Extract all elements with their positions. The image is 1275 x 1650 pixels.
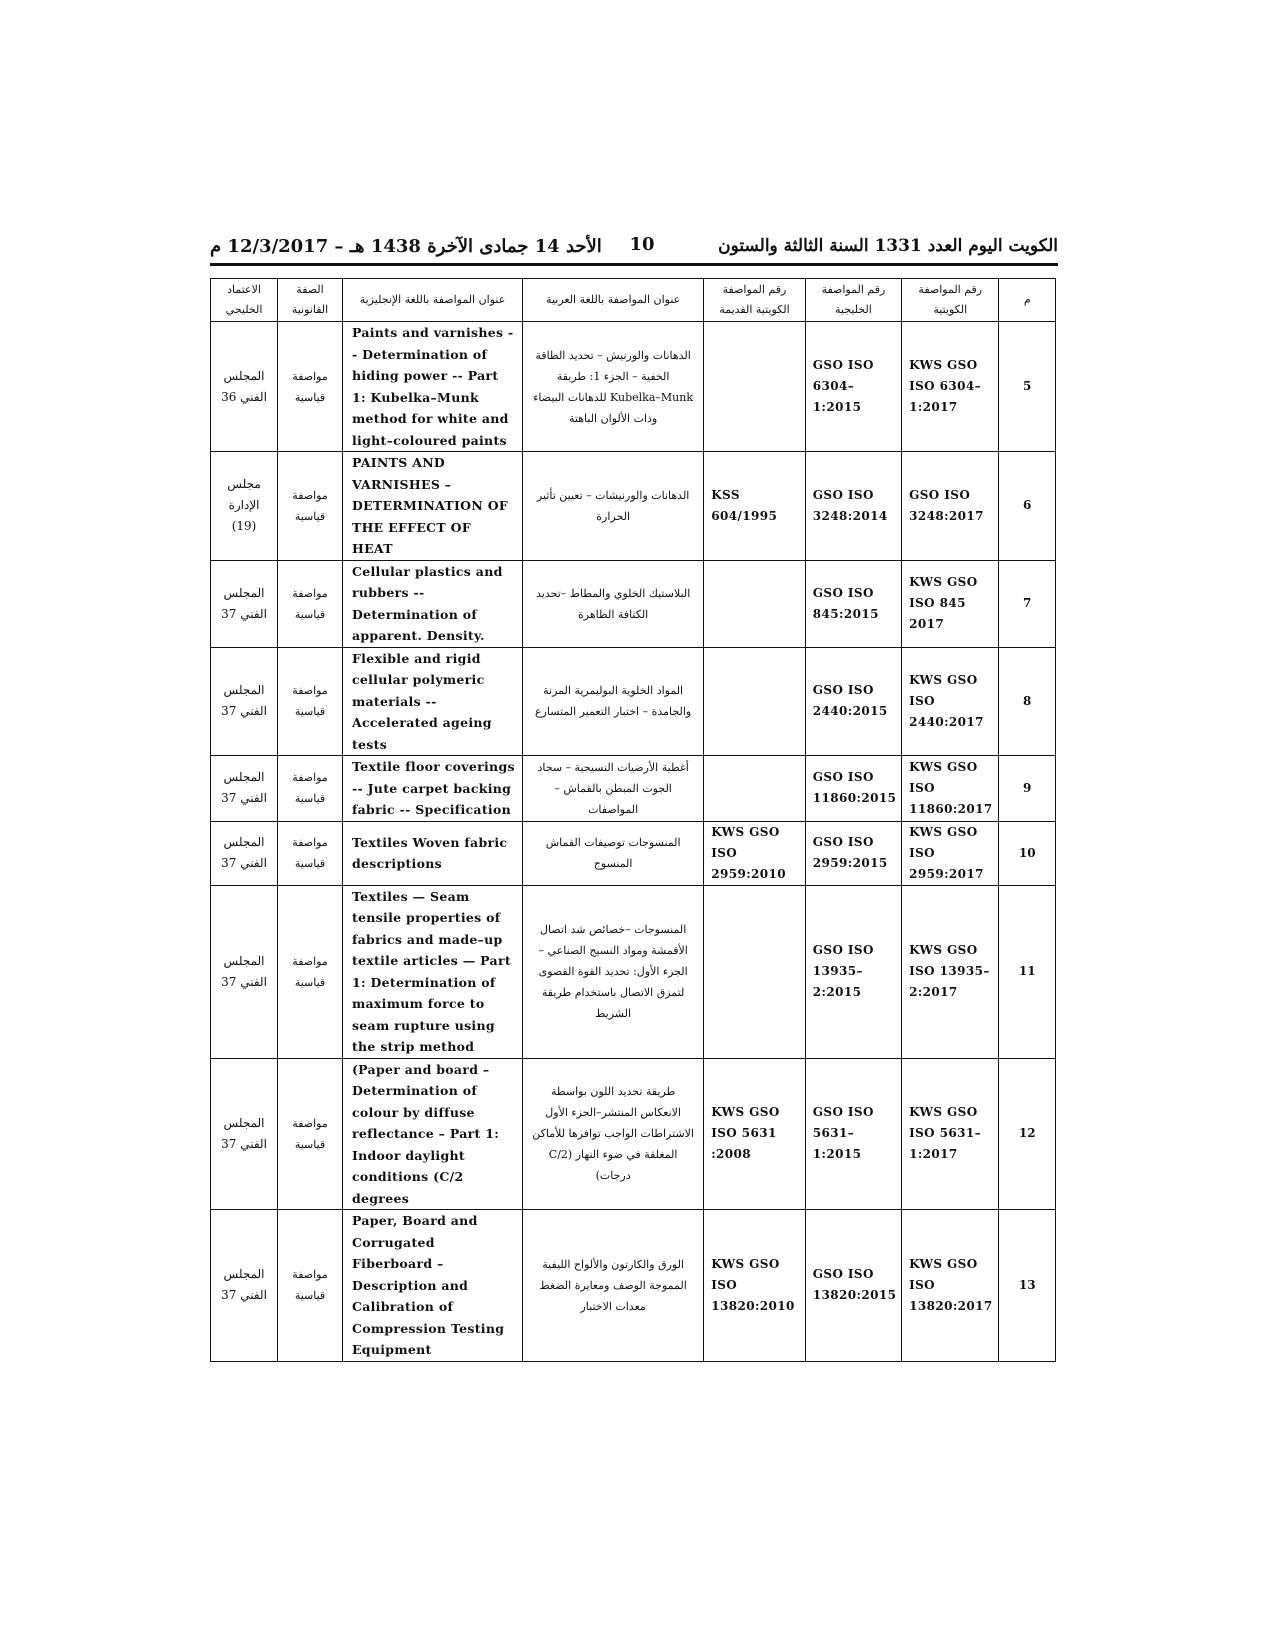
gulf-approval: المجلس الفني 37 bbox=[211, 821, 278, 885]
header-gulf-approval: الاعتماد الخليجي bbox=[211, 279, 278, 322]
kuwaiti-standard-no: KWS GSO ISO 845 2017 bbox=[902, 560, 999, 647]
page-number: 10 bbox=[629, 234, 655, 255]
english-title: Paints and varnishes -- Determination of hiding power -- Part 1: Kubelka–Munk method for white and light–coloured paints bbox=[342, 322, 522, 452]
gulf-standard-no: GSO ISO 3248:2014 bbox=[805, 452, 901, 561]
gulf-standard-no: GSO ISO 13820:2015 bbox=[805, 1210, 901, 1362]
arabic-title: الدهانات والورنيشات – تعيين تأثير الحرارة bbox=[523, 452, 704, 561]
arabic-title: المنسوجات توصيفات القماش المنسوج bbox=[523, 821, 704, 885]
english-title: Cellular plastics and rubbers -- Determination of apparent. Density. bbox=[342, 560, 522, 647]
arabic-title: أغطية الأرضيات النسيجية – سجاد الجوت المبطن بالقماش –المواصفات bbox=[523, 756, 704, 822]
header-gulf-no: رقم المواصفة الخليجية bbox=[805, 279, 901, 322]
gulf-standard-no: GSO ISO 5631–1:2015 bbox=[805, 1058, 901, 1210]
header-legal-status: الصفة القانونية bbox=[278, 279, 343, 322]
old-kuwaiti-standard-no bbox=[704, 647, 806, 756]
gulf-standard-no: GSO ISO 2959:2015 bbox=[805, 821, 901, 885]
header-title-en: عنوان المواصفة باللغة الإنجليزية bbox=[342, 279, 522, 322]
gulf-approval: المجلس الفني 37 bbox=[211, 756, 278, 822]
legal-status: مواصفة قياسية bbox=[278, 560, 343, 647]
legal-status: مواصفة قياسية bbox=[278, 1210, 343, 1362]
kuwaiti-standard-no: KWS GSO ISO 13935–2:2017 bbox=[902, 885, 999, 1058]
english-title: Textiles — Seam tensile properties of fabrics and made–up textile articles — Part 1: Determination of maximum force to seam rupture using the strip method bbox=[342, 885, 522, 1058]
legal-status: مواصفة قياسية bbox=[278, 647, 343, 756]
kuwaiti-standard-no: KWS GSO ISO 5631–1:2017 bbox=[902, 1058, 999, 1210]
english-title: Paper, Board and Corrugated Fiberboard – Description and Calibration of Compression Testing Equipment bbox=[342, 1210, 522, 1362]
kuwaiti-standard-no: KWS GSO ISO 13820:2017 bbox=[902, 1210, 999, 1362]
gulf-standard-no: GSO ISO 13935–2:2015 bbox=[805, 885, 901, 1058]
table-row bbox=[211, 1210, 1056, 1362]
gulf-approval: المجلس الفني 37 bbox=[211, 560, 278, 647]
kuwaiti-standard-no: GSO ISO 3248:2017 bbox=[902, 452, 999, 561]
row-number: 10 bbox=[999, 821, 1056, 885]
header-date: الأحد 14 جمادى الآخرة 1438 هـ – 12/3/2017 م bbox=[210, 236, 602, 257]
table-row bbox=[211, 452, 1056, 561]
standards-table bbox=[210, 278, 1056, 1362]
arabic-title: الورق والكارتون والألواح الليفية المموجة الوصف ومعايرة الضغط معدات الاختبار bbox=[523, 1210, 704, 1362]
gulf-approval: المجلس الفني 37 bbox=[211, 1210, 278, 1362]
legal-status: مواصفة قياسية bbox=[278, 322, 343, 452]
english-title: Flexible and rigid cellular polymeric materials -- Accelerated ageing tests bbox=[342, 647, 522, 756]
old-kuwaiti-standard-no bbox=[704, 885, 806, 1058]
legal-status: مواصفة قياسية bbox=[278, 756, 343, 822]
header-kuwaiti-no: رقم المواصفة الكويتية bbox=[902, 279, 999, 322]
legal-status: مواصفة قياسية bbox=[278, 885, 343, 1058]
arabic-title: البلاستيك الخلوي والمطاط –تحديد الكثافة الظاهرة bbox=[523, 560, 704, 647]
row-number: 11 bbox=[999, 885, 1056, 1058]
arabic-title: الدهانات والورنيش – تحديد الطاقة الخفية – الجزء 1: طريقة Kubelka–Munk للدهانات البيضاء وذات الألوان الباهتة bbox=[523, 322, 704, 452]
gulf-approval: المجلس الفني 37 bbox=[211, 885, 278, 1058]
old-kuwaiti-standard-no: KWS GSO ISO 2959:2010 bbox=[704, 821, 806, 885]
legal-status: مواصفة قياسية bbox=[278, 452, 343, 561]
old-kuwaiti-standard-no bbox=[704, 560, 806, 647]
old-kuwaiti-standard-no bbox=[704, 756, 806, 822]
table-row bbox=[211, 1058, 1056, 1210]
legal-status: مواصفة قياسية bbox=[278, 821, 343, 885]
english-title: PAINTS AND VARNISHES – DETERMINATION OF THE EFFECT OF HEAT bbox=[342, 452, 522, 561]
gulf-standard-no: GSO ISO 6304–1:2015 bbox=[805, 322, 901, 452]
table-header-row bbox=[211, 279, 1056, 322]
english-title: (Paper and board – Determination of colour by diffuse reflectance – Part 1: Indoor daylight conditions (C/2 degrees bbox=[342, 1058, 522, 1210]
header-issue: الكويت اليوم العدد 1331 السنة الثالثة والستون bbox=[718, 236, 1058, 256]
kuwaiti-standard-no: KWS GSO ISO 6304–1:2017 bbox=[902, 322, 999, 452]
table-row bbox=[211, 885, 1056, 1058]
gulf-standard-no: GSO ISO 11860:2015 bbox=[805, 756, 901, 822]
header-rule bbox=[210, 263, 1058, 266]
row-number: 13 bbox=[999, 1210, 1056, 1362]
arabic-title: المواد الخلوية البوليمرية المرنة والجامدة – اختبار التعمير المتسارع bbox=[523, 647, 704, 756]
gulf-approval: المجلس الفني 37 bbox=[211, 1058, 278, 1210]
row-number: 5 bbox=[999, 322, 1056, 452]
old-kuwaiti-standard-no: KWS GSO ISO 5631 :2008 bbox=[704, 1058, 806, 1210]
table-row bbox=[211, 647, 1056, 756]
row-number: 7 bbox=[999, 560, 1056, 647]
old-kuwaiti-standard-no: KWS GSO ISO 13820:2010 bbox=[704, 1210, 806, 1362]
row-number: 6 bbox=[999, 452, 1056, 561]
row-number: 9 bbox=[999, 756, 1056, 822]
gulf-approval: المجلس الفني 37 bbox=[211, 647, 278, 756]
english-title: Textiles Woven fabric descriptions bbox=[342, 821, 522, 885]
table-row bbox=[211, 560, 1056, 647]
kuwaiti-standard-no: KWS GSO ISO 11860:2017 bbox=[902, 756, 999, 822]
header-num: م bbox=[999, 279, 1056, 322]
gulf-standard-no: GSO ISO 2440:2015 bbox=[805, 647, 901, 756]
table-row bbox=[211, 322, 1056, 452]
row-number: 12 bbox=[999, 1058, 1056, 1210]
gulf-approval: مجلس الإدارة (19) bbox=[211, 452, 278, 561]
page-header bbox=[210, 230, 1058, 266]
table-row bbox=[211, 821, 1056, 885]
row-number: 8 bbox=[999, 647, 1056, 756]
arabic-title: طريقة تحديد اللون بواسطة الانعكاس المنتشر–الجزء الأول الاشتراطات الواجب توافرها للأماكن المغلقة في ضوء النهار (C/2 درجات) bbox=[523, 1058, 704, 1210]
table-row bbox=[211, 756, 1056, 822]
header-title-ar: عنوان المواصفة باللغة العربية bbox=[523, 279, 704, 322]
gulf-standard-no: GSO ISO 845:2015 bbox=[805, 560, 901, 647]
legal-status: مواصفة قياسية bbox=[278, 1058, 343, 1210]
old-kuwaiti-standard-no: KSS 604/1995 bbox=[704, 452, 806, 561]
old-kuwaiti-standard-no bbox=[704, 322, 806, 452]
gulf-approval: المجلس الفني 36 bbox=[211, 322, 278, 452]
kuwaiti-standard-no: KWS GSO ISO 2959:2017 bbox=[902, 821, 999, 885]
english-title: Textile floor coverings -- Jute carpet backing fabric -- Specification bbox=[342, 756, 522, 822]
arabic-title: المنسوجات –خصائص شد اتصال الأقمشة ومواد النسيج الصناعي – الجزء الأول: تحديد القوة القصوى لتمزق الاتصال باستخدام طريقة الشريط bbox=[523, 885, 704, 1058]
kuwaiti-standard-no: KWS GSO ISO 2440:2017 bbox=[902, 647, 999, 756]
header-old-kuwaiti-no: رقم المواصفة الكويتية القديمة bbox=[704, 279, 806, 322]
